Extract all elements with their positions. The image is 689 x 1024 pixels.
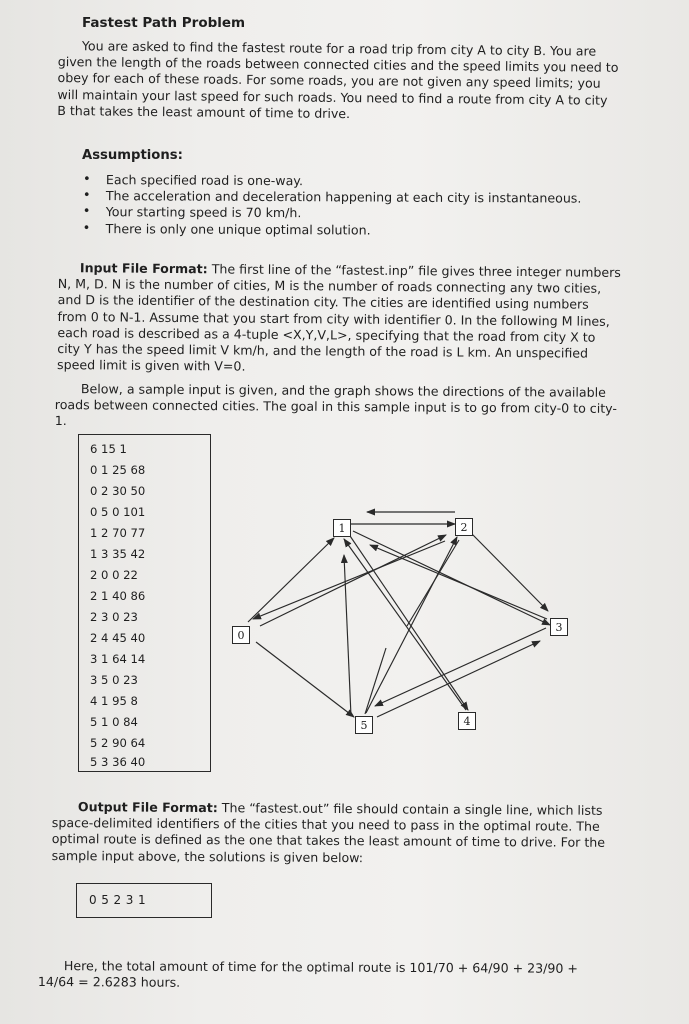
sample-intro-line: Below, a sample input is given, and the graph shows the directions of the available: [80, 381, 606, 400]
sample-input-line: 1 3 35 42: [90, 547, 146, 561]
sample-input-line: 0 2 30 50: [90, 484, 146, 498]
assumption-item: • The acceleration and deceleration happening at each city is instantaneous.: [82, 188, 622, 207]
sample-output-box: [76, 883, 212, 918]
input-format-line: N, M, D. N is the number of cities, M is the number of roads connecting any two cities,: [57, 276, 602, 296]
edge-0-1: [248, 538, 334, 622]
output-format-line: The “fastest.out” file should contain a single line, which lists: [217, 800, 603, 818]
sample-intro-line: roads between connected cities. The goal in this sample input is to go from city-0 to city-: [54, 397, 617, 417]
graph-node-4: 4: [458, 712, 476, 730]
output-format-line: optimal route is defined as the one that takes the least amount of time to drive. For the: [51, 831, 606, 851]
input-format-line: and D is the identifier of the destination city. The cities are identified using numbers: [57, 292, 589, 313]
graph-node-0: 0: [232, 626, 250, 644]
assumption-item: • Your starting speed is 70 km/h.: [82, 204, 622, 223]
sample-input-line: 3 1 64 14: [90, 652, 146, 666]
edge-1-3: [353, 531, 550, 625]
output-format-line: space-delimited identifiers of the cities that you need to pass in the optimal route. The: [51, 815, 600, 835]
output-format-heading: Output File Format:: [77, 799, 218, 816]
sample-output-text: 0 5 2 3 1: [89, 893, 147, 907]
sample-intro-line: 1.: [54, 413, 67, 429]
input-format-line: city Y has the speed limit V km/h, and the length of the road is L km. An unspecified: [57, 341, 589, 361]
sample-input-line: 2 0 0 22: [90, 568, 138, 582]
assumption-item: • There is only one unique optimal solution.: [82, 221, 622, 240]
edge-2-3: [471, 533, 548, 611]
edge-5-3: [377, 641, 540, 717]
sample-input-line: 2 4 45 40: [90, 631, 146, 645]
sample-input-line: 4 1 95 8: [90, 694, 138, 708]
intro-line: B that takes the least amount of time to drive.: [57, 102, 351, 121]
graph-node-2: 2: [455, 518, 473, 536]
input-format-line: each road is described as a 4-tuple <X,Y,V,L>, specifying that the road from city X to: [57, 324, 596, 345]
sample-input-line: 5 2 90 64: [90, 736, 146, 750]
sample-input-line: 2 3 0 23: [90, 610, 138, 624]
assumptions-heading: Assumptions:: [82, 148, 183, 163]
conclusion-line: 14/64 = 2.6283 hours.: [37, 974, 181, 990]
edge-3-5: [375, 628, 546, 706]
sample-input-line: 0 5 0 101: [90, 505, 146, 519]
intro-line: given the length of the roads between connected cities and the speed limits you need to: [57, 54, 619, 76]
graph-node-3: 3: [550, 618, 568, 636]
sample-input-line: 5 1 0 84: [90, 715, 138, 729]
input-format-heading: Input File Format:: [79, 260, 208, 277]
intro-line: obey for each of these roads. For some roads, you are not given any speed limits; you: [57, 70, 601, 92]
intro-line: You are asked to find the fastest route for a road trip from city A to city B. You are: [81, 38, 597, 59]
input-format-line: speed limit is given with V=0.: [57, 357, 246, 374]
sample-intro-paragraph: [55, 381, 647, 434]
edge-3-1: [370, 545, 547, 619]
input-format-line: from 0 to N-1. Assume that you start from city with identifier 0. In the following M lines,: [57, 308, 610, 329]
sample-input-line: 5 3 36 40: [90, 755, 146, 769]
output-format-line: sample input above, the solutions is given below:: [51, 847, 364, 865]
intro-line: will maintain your last speed for such roads. You need to find a route from city A to city: [57, 86, 608, 108]
assumptions-list: [82, 172, 622, 240]
graph-node-5: 5: [355, 716, 373, 734]
assumption-item: • Each specified road is one-way.: [82, 172, 622, 191]
sample-input-line: 3 5 0 23: [90, 673, 138, 687]
edge-0-5: [256, 642, 354, 717]
output-format-paragraph: [52, 799, 652, 868]
sample-input-line: 2 1 40 86: [90, 589, 146, 603]
page-title: Fastest Path Problem: [82, 15, 246, 31]
conclusion-paragraph: [38, 958, 638, 994]
sample-input-line: 1 2 70 77: [90, 526, 146, 540]
sample-input-box: [78, 434, 211, 772]
conclusion-line: Here, the total amount of time for the optimal route is 101/70 + 64/90 + 23/90 +: [63, 958, 579, 976]
road-graph-edges: [226, 500, 586, 745]
sample-input-line: 0 1 25 68: [90, 463, 146, 477]
input-format-line: The first line of the “fastest.inp” file gives three integer numbers: [207, 261, 621, 280]
input-format-paragraph: [57, 260, 646, 379]
intro-paragraph: [57, 38, 648, 125]
graph-node-1: 1: [333, 519, 351, 537]
sample-input-line: 6 15 1: [90, 442, 127, 456]
edge-2-0: [253, 541, 445, 619]
road-graph: [226, 500, 586, 745]
